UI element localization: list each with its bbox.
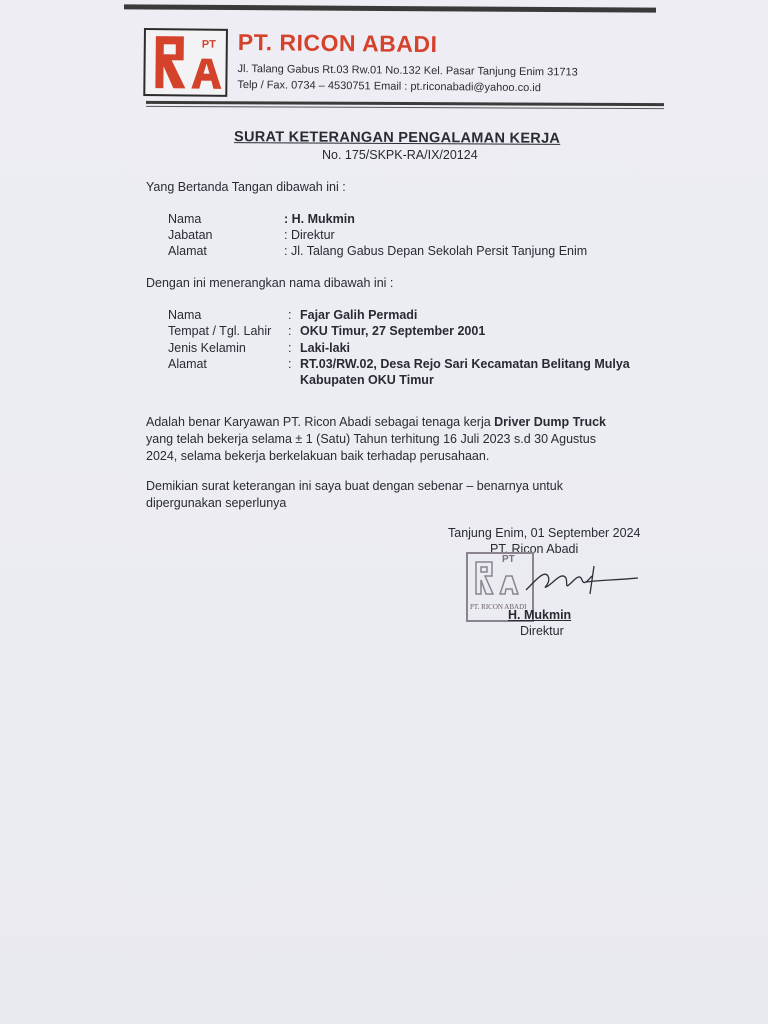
signer-name: H. Mukmin (508, 608, 572, 622)
body-paragraph-2-line-1: Demikian surat keterangan ini saya buat dengan sebenar – benarnya untuk (146, 479, 563, 493)
intro-text: Yang Bertanda Tangan dibawah ini : (146, 180, 346, 194)
stamp-pt-text: PT (502, 554, 515, 565)
employee-gender-value: Laki-laki (300, 341, 351, 355)
employee-address-label: Alamat (168, 357, 207, 371)
intro2-text: Dengan ini menerangkan nama dibawah ini : (146, 276, 394, 290)
employee-address-value-line1: RT.03/RW.02, Desa Rejo Sari Kecamatan Belitang Mulya (300, 357, 630, 371)
body-paragraph-1 (146, 414, 676, 465)
colon: : (288, 357, 292, 371)
signer-address-label: Alamat (168, 244, 207, 258)
company-address: Jl. Talang Gabus Rt.03 Rw.01 No.132 Kel. Pasar Tanjung Enim 31713 (237, 62, 578, 79)
employee-name-label: Nama (168, 308, 202, 322)
colon: : (288, 324, 292, 338)
job-title-text: Driver Dump Truck (494, 415, 606, 429)
body-text: Adalah benar Karyawan PT. Ricon Abadi sebagai tenaga kerja (146, 415, 495, 429)
place-date: Tanjung Enim, 01 September 2024 (448, 526, 641, 540)
body-paragraph-1-line-1 (146, 414, 676, 431)
employee-gender-label: Jenis Kelamin (168, 341, 246, 355)
employee-birth-label: Tempat / Tgl. Lahir (168, 324, 272, 338)
company-name: PT. RICON ABADI (237, 28, 438, 58)
body-paragraph-2 (146, 478, 676, 512)
signer-position-label: Jabatan (168, 228, 213, 242)
document-title: SURAT KETERANGAN PENGALAMAN KERJA (233, 129, 561, 147)
document-number: No. 175/SKPK-RA/IX/20124 (322, 148, 478, 162)
company-contact: Telp / Fax. 0734 – 4530751 Email : pt.riconabadi@yahoo.co.id (237, 78, 541, 95)
company-signature-name: PT. Ricon Abadi (490, 542, 579, 556)
stamp-text: PT. RICON ABADI (470, 603, 527, 611)
employee-name-value: Fajar Galih Permadi (300, 308, 418, 322)
logo-pt-text: PT (201, 38, 216, 51)
signer-address-value: : Jl. Talang Gabus Depan Sekolah Persit Tanjung Enim (284, 244, 588, 258)
signer-position-value: : Direktur (284, 228, 335, 242)
colon: : (288, 308, 292, 322)
signer-name-label: Nama (168, 212, 202, 226)
employee-birth-value: OKU Timur, 27 September 2001 (300, 324, 486, 338)
employee-address-value-line2: Kabupaten OKU Timur (300, 373, 434, 387)
colon: : (288, 341, 292, 355)
body-paragraph-1-line-2: yang telah bekerja selama ± 1 (Satu) Tahun terhitung 16 Juli 2023 s.d 30 Agustus (146, 432, 596, 446)
body-paragraph-2-line-2: dipergunakan seperlunya (146, 496, 287, 510)
handwritten-signature (518, 560, 642, 604)
body-paragraph-1-line-3: 2024, selama bekerja berkelakuan baik terhadap perusahaan. (146, 449, 490, 463)
signer-position: Direktur (520, 624, 564, 638)
signer-name-value: : H. Mukmin (284, 212, 355, 226)
